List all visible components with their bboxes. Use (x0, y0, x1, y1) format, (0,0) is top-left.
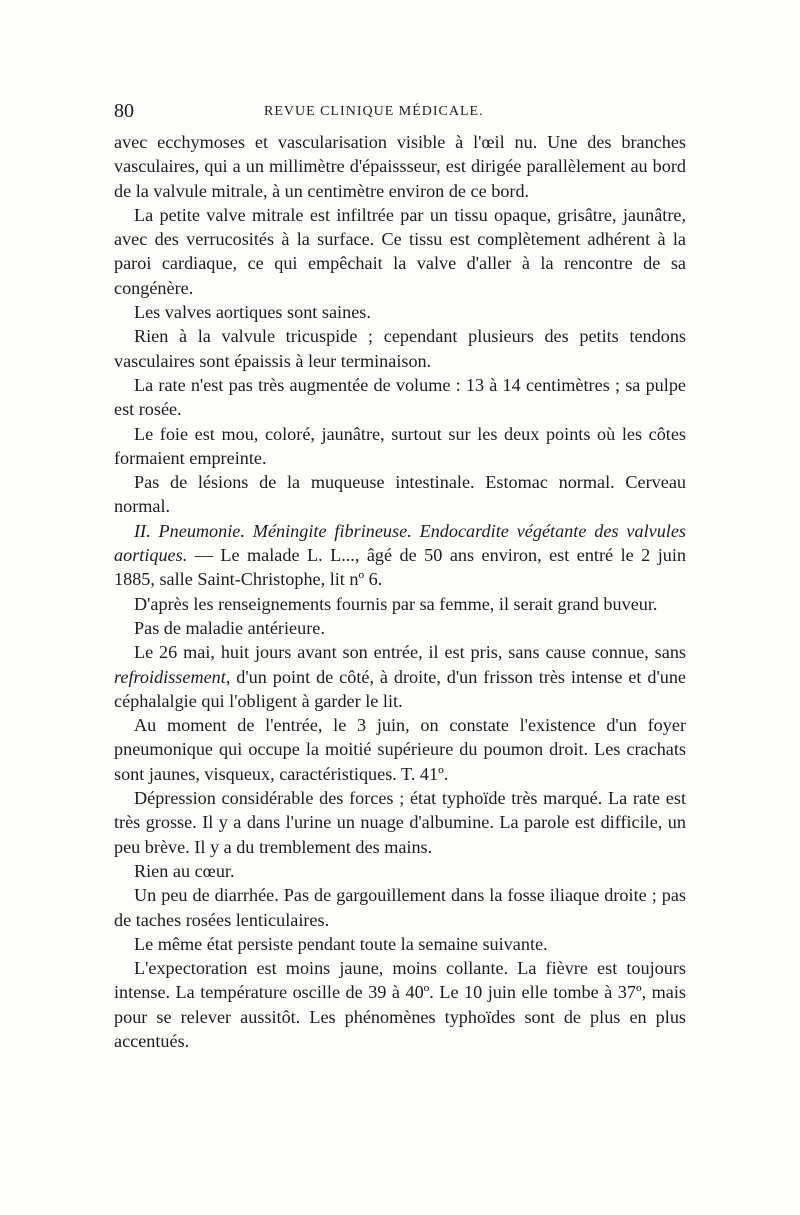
paragraph: Le même état persiste pendant toute la semaine suivante. (134, 933, 548, 954)
case-heading: II. Pneumonie. Méningite fibrineuse. Endocardite végétante des valvules aortiques. (114, 520, 686, 566)
paragraph: Rien à la valvule tricuspide ; cependant plusieurs des petits tendons vasculaires sont épaissis à leur terminaison. (114, 326, 686, 371)
paragraph: Un peu de diarrhée. Pas de gargouillement dans la fosse iliaque droite ; pas de taches rosées lenticulaires. (114, 885, 686, 930)
paragraph: avec ecchymoses et vascularisation visible à l'œil nu. Une des branches vasculaires, qui a un millimètre d'épaissseur, est dirigée parallèlement au bord de la valvule mitrale, à un centimètre environ de ce bord. (114, 132, 686, 201)
page-number: 80 (114, 100, 134, 122)
paragraph: Rien au cœur. (134, 860, 235, 881)
paragraph: Les valves aortiques sont saines. (134, 302, 371, 323)
illness-text-after: , d'un point de côté, à droite, d'un frisson très intense et d'une céphalalgie qui l'obligent à garder le lit. (114, 666, 686, 711)
running-header (114, 100, 686, 126)
paragraph: Pas de maladie antérieure. (134, 617, 325, 638)
illness-italic: refroidissement (114, 666, 226, 687)
paragraph: D'après les renseignements fournis par sa femme, il serait grand buveur. (134, 593, 658, 614)
paragraph: La petite valve mitrale est infiltrée par un tissu opaque, grisâtre, jaunâtre, avec des verrucosités à la surface. Ce tissu est complètement adhérent à la paroi cardiaque, ce qui empêchait la valve d'aller à la rencontre de sa congénère. (114, 204, 686, 298)
illness-text-before: Le 26 mai, huit jours avant son entrée, il est pris, sans cause connue, sans (134, 642, 686, 663)
case-paragraph (114, 519, 686, 592)
journal-title: REVUE CLINIQUE MÉDICALE. (264, 104, 484, 119)
illness-paragraph (114, 640, 686, 713)
body-text (114, 130, 686, 1053)
paragraph: Le foie est mou, coloré, jaunâtre, surtout sur les deux points où les côtes formaient empreinte. (114, 423, 686, 468)
paragraph: Au moment de l'entrée, le 3 juin, on constate l'existence d'un foyer pneumonique qui occupe la moitié supérieure du poumon droit. Les crachats sont jaunes, visqueux, caractéristiques. T. 41º. (114, 715, 686, 784)
paragraph: L'expectoration est moins jaune, moins collante. La fièvre est toujours intense. La température oscille de 39 à 40º. Le 10 juin elle tombe à 37º, mais pour se relever aussitôt. Les phénomènes typhoïdes sont de plus en plus accentués. (114, 958, 686, 1051)
paragraph: Pas de lésions de la muqueuse intestinale. Estomac normal. Cerveau normal. (114, 472, 686, 517)
paragraph: La rate n'est pas très augmentée de volume : 13 à 14 centimètres ; sa pulpe est rosée. (114, 374, 686, 420)
paragraph: Dépression considérable des forces ; état typhoïde très marqué. La rate est très grosse. Il y a dans l'urine un nuage d'albumine. La parole est difficile, un peu brève. Il y a du tremblement des mains. (114, 788, 686, 857)
case-text: — Le malade L. L..., âgé de 50 ans environ, est entré le 2 juin 1885, salle Saint-Christophe, lit nº 6. (114, 545, 686, 590)
